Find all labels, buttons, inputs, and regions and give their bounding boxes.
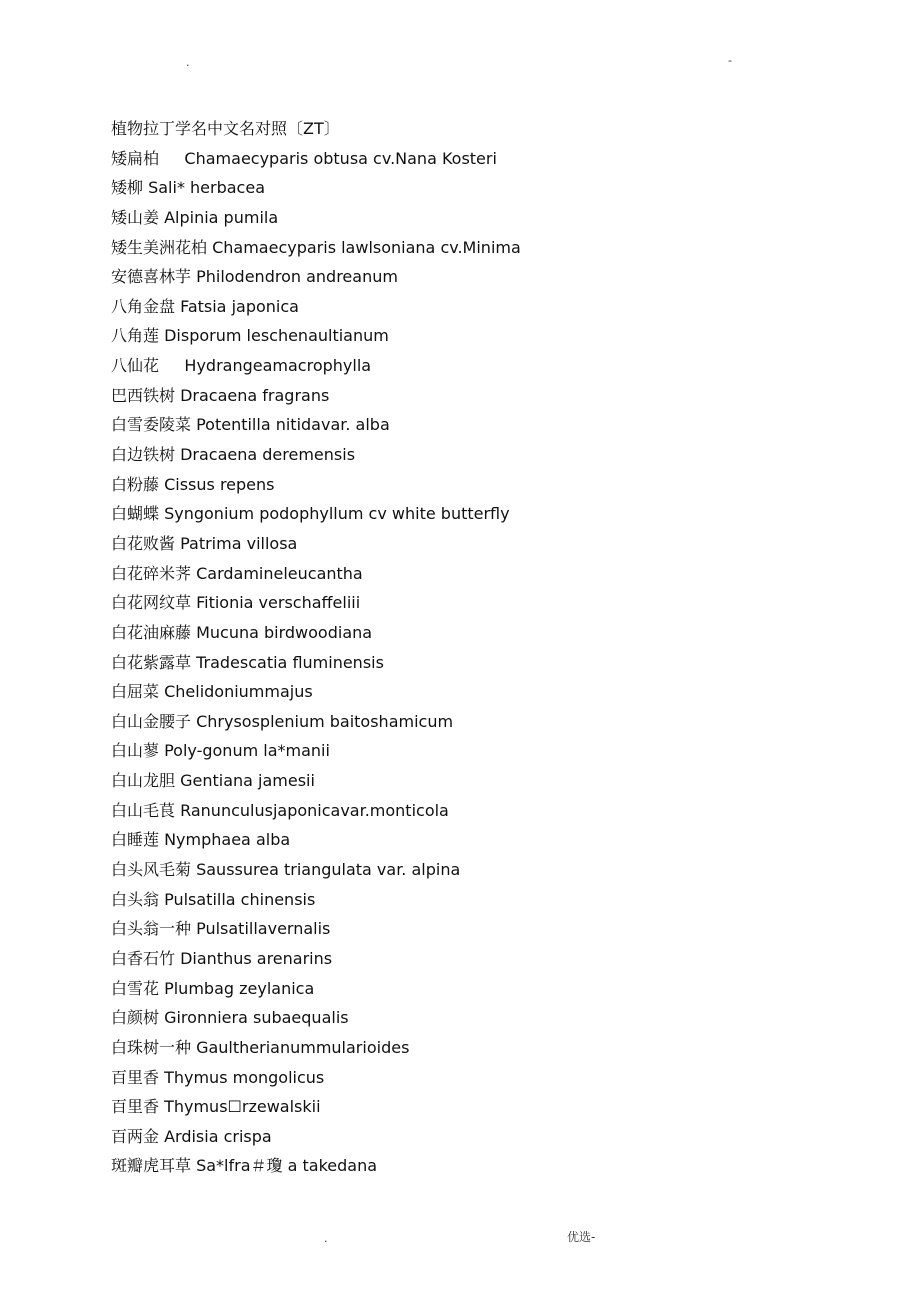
entry-line: 八角莲 Disporum leschenaultianum bbox=[111, 326, 389, 346]
entry-line: 矮柳 Sali* herbacea bbox=[111, 178, 265, 198]
entry-line: 白边铁树 Dracaena deremensis bbox=[111, 445, 356, 465]
entry-line: 白花败酱 Patrima villosa bbox=[111, 533, 298, 553]
footer-right-text: 优选- bbox=[567, 1230, 596, 1244]
entry-line: 白花碎米荠 Cardamineleucantha bbox=[111, 563, 363, 583]
entry-line: 八仙花 Hydrangeamacrophylla bbox=[111, 356, 372, 376]
entry-line: 八角金盘 Fatsia japonica bbox=[111, 296, 299, 316]
entry-line: 白山蓼 Poly-gonum la*manii bbox=[111, 741, 330, 761]
entry-line: 白花油麻藤 Mucuna birdwoodiana bbox=[111, 622, 373, 642]
entry-line: 白花紫露草 Tradescatia fluminensis bbox=[111, 652, 384, 672]
header-left-mark: . bbox=[186, 56, 190, 69]
entry-line: 白山毛茛 Ranunculusjaponicavar.monticola bbox=[111, 800, 449, 820]
document-title: 植物拉丁学名中文名对照〔ZT〕 bbox=[111, 119, 340, 138]
entry-line: 白雪花 Plumbag zeylanica bbox=[111, 978, 315, 998]
footer-center-mark: . bbox=[324, 1232, 328, 1245]
entry-line: 白山龙胆 Gentiana jamesii bbox=[111, 771, 315, 791]
entry-line: 矮扁柏 Chamaecyparis obtusa cv.Nana Kosteri bbox=[111, 148, 497, 168]
entry-line: 白珠树一种 Gaultherianummularioides bbox=[111, 1037, 410, 1057]
document-body bbox=[111, 114, 871, 1181]
entry-line: 白头翁 Pulsatilla chinensis bbox=[111, 889, 316, 909]
entry-line: 白香石竹 Dianthus arenarins bbox=[111, 948, 333, 968]
entry-line: 白睡莲 Nymphaea alba bbox=[111, 830, 291, 850]
entry-line: 白蝴蝶 Syngonium podophyllum cv white butterfly bbox=[111, 504, 510, 524]
entry-line: 白雪委陵菜 Potentilla nitidavar. alba bbox=[111, 415, 390, 435]
entry-line: 百里香 Thymus☐rzewalskii bbox=[111, 1097, 321, 1117]
entry-line: 斑瓣虎耳草 Sa*lfra＃瓊 a takedana bbox=[111, 1156, 378, 1176]
entry-line: 白头风毛菊 Saussurea triangulata var. alpina bbox=[111, 860, 461, 880]
entry-line: 安德喜林芋 Philodendron andreanum bbox=[111, 267, 398, 287]
header-right-mark: - bbox=[728, 54, 732, 67]
entry-line: 白颜树 Gironniera subaequalis bbox=[111, 1008, 349, 1028]
entry-line: 矮生美洲花柏 Chamaecyparis lawlsoniana cv.Minima bbox=[111, 237, 521, 257]
entry-line: 巴西铁树 Dracaena fragrans bbox=[111, 385, 330, 405]
entry-line: 白花网纹草 Fitionia verschaffeliii bbox=[111, 593, 361, 613]
entry-line: 百里香 Thymus mongolicus bbox=[111, 1067, 325, 1087]
entry-line: 白粉藤 Cissus repens bbox=[111, 474, 275, 494]
entry-line: 矮山姜 Alpinia pumila bbox=[111, 207, 279, 227]
entry-line: 白头翁一种 Pulsatillavernalis bbox=[111, 919, 331, 939]
entry-line: 白屈菜 Chelidoniummajus bbox=[111, 682, 313, 702]
entry-line: 白山金腰子 Chrysosplenium baitoshamicum bbox=[111, 711, 454, 731]
entry-line: 百两金 Ardisia crispa bbox=[111, 1126, 272, 1146]
